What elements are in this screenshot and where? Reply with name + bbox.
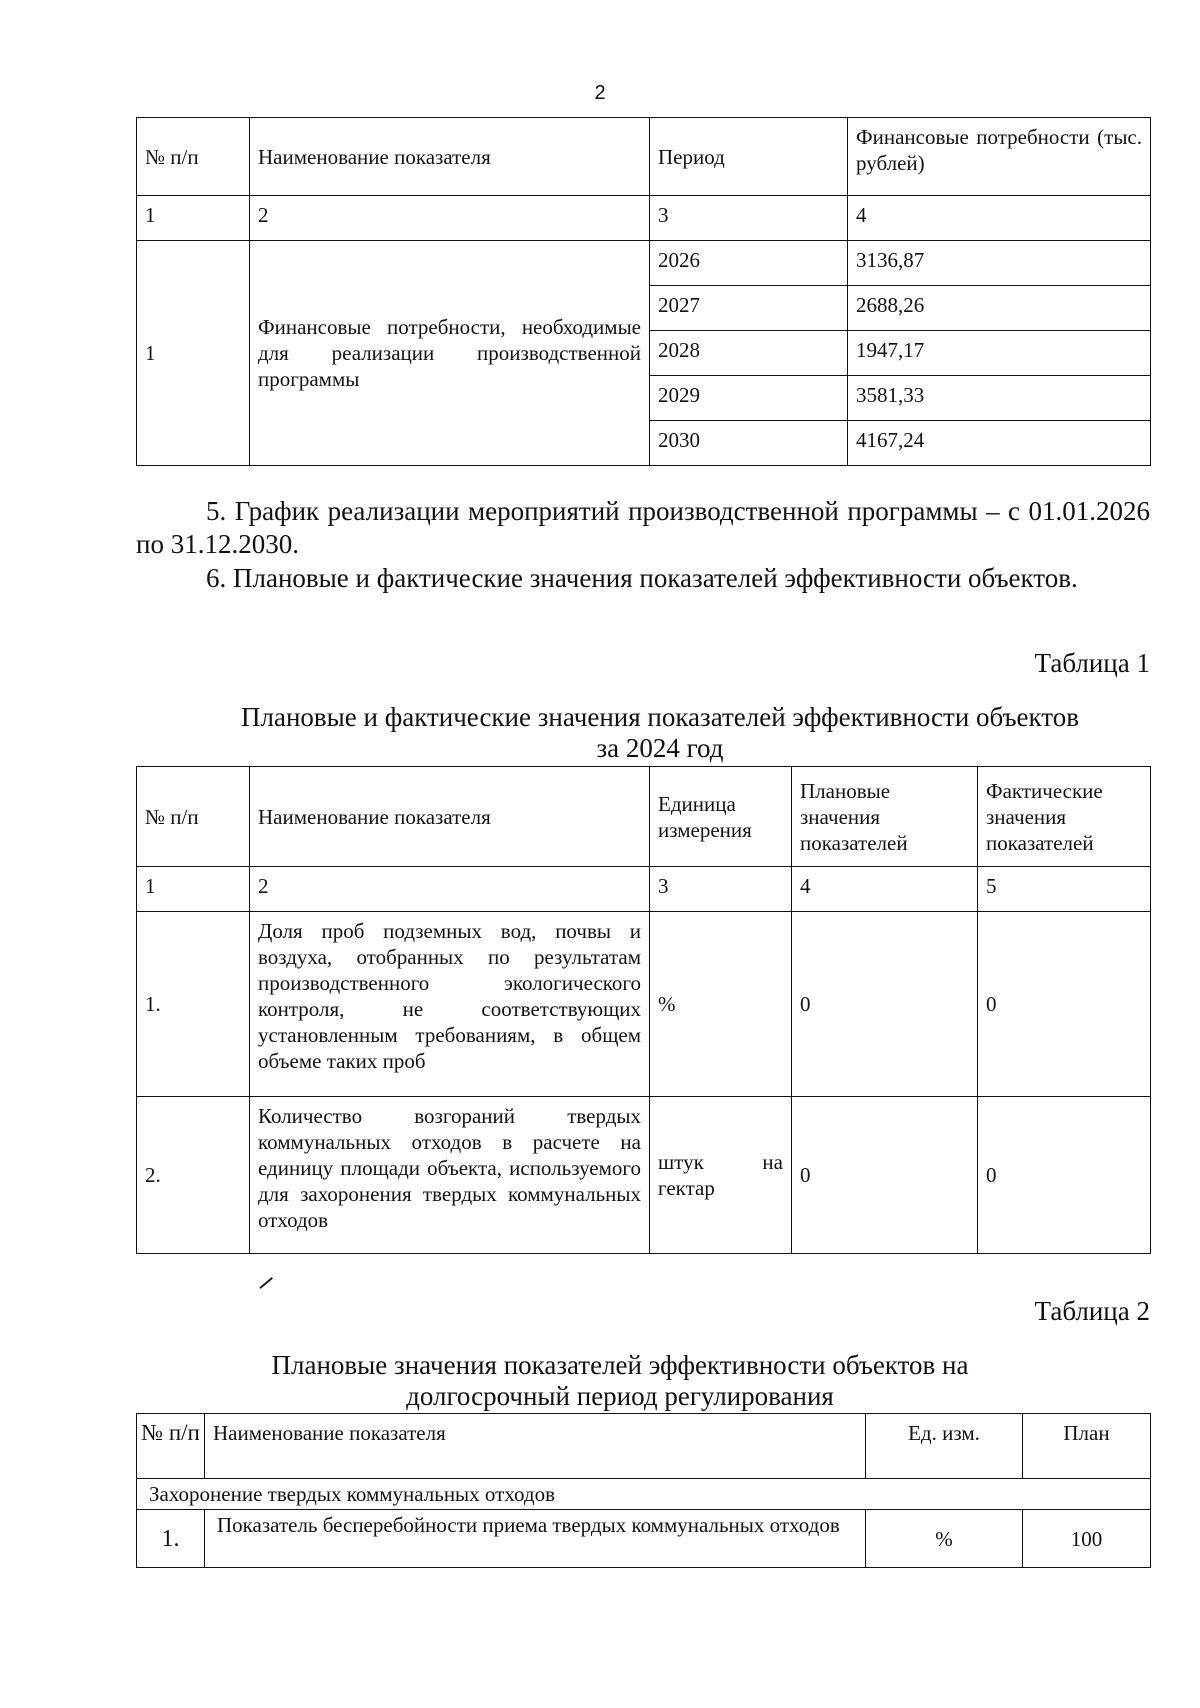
table2-caption-line1: Плановые значения показателей эффективности объектов на bbox=[271, 1350, 969, 1380]
numbering-cell: 2 bbox=[250, 196, 650, 241]
table1-caption bbox=[200, 702, 1120, 764]
row-num: 1. bbox=[137, 1510, 205, 1568]
header-financial-needs: Финансовые потребности (тыс. рублей) bbox=[848, 118, 1151, 196]
row-fact: 0 bbox=[978, 912, 1151, 1097]
numbering-cell: 3 bbox=[650, 867, 792, 912]
header-name: Наименование показателя bbox=[250, 118, 650, 196]
numbering-cell: 3 bbox=[650, 196, 848, 241]
row-plan: 0 bbox=[792, 912, 978, 1097]
row-name: Финансовые потребности, необходимые для реализации производственной программы bbox=[250, 241, 650, 466]
value-cell: 3136,87 bbox=[848, 241, 1151, 286]
header-num: № п/п bbox=[137, 767, 250, 867]
header-num: № п/п bbox=[137, 1414, 205, 1479]
row-plan: 100 bbox=[1023, 1510, 1151, 1568]
row-name: Количество возгораний твердых коммунальных отходов в расчете на единицу площади объекта, используемого для захоронения твердых коммунальных отходов bbox=[250, 1097, 650, 1254]
header-num: № п/п bbox=[137, 118, 250, 196]
row-unit: штук на гектар bbox=[650, 1097, 792, 1254]
row-unit: % bbox=[866, 1510, 1023, 1568]
numbering-cell: 1 bbox=[137, 867, 250, 912]
header-unit: Единица измерения bbox=[650, 767, 792, 867]
header-plan: Плановые значения показателей bbox=[792, 767, 978, 867]
table1-caption-line1: Плановые и фактические значения показателей эффективности объектов bbox=[241, 702, 1079, 732]
table2-caption-line2: долгосрочный период регулирования bbox=[406, 1381, 834, 1411]
page-number: 2 bbox=[594, 82, 606, 104]
row-name: Доля проб подземных вод, почвы и воздуха, отобранных по результатам производственного экологического контроля, не соответствующих установленным требованиям, в общем объеме таких проб bbox=[250, 912, 650, 1097]
value-cell: 3581,33 bbox=[848, 376, 1151, 421]
header-name: Наименование показателя bbox=[205, 1414, 866, 1479]
table2-caption bbox=[170, 1350, 1070, 1412]
header-fact: Фактические значения показателей bbox=[978, 767, 1151, 867]
section-heading: Захоронение твердых коммунальных отходов bbox=[137, 1479, 1151, 1510]
row-plan: 0 bbox=[792, 1097, 978, 1254]
numbering-cell: 1 bbox=[137, 196, 250, 241]
table2 bbox=[136, 1413, 1151, 1568]
numbering-cell: 5 bbox=[978, 867, 1151, 912]
period-cell: 2029 bbox=[650, 376, 848, 421]
value-cell: 4167,24 bbox=[848, 421, 1151, 466]
paragraph-indicators: 6. Плановые и фактические значения показателей эффективности объектов. bbox=[206, 563, 1078, 593]
financial-needs-table bbox=[136, 117, 1151, 466]
header-plan: План bbox=[1023, 1414, 1151, 1479]
table1-label: Таблица 1 bbox=[1034, 648, 1150, 678]
numbering-cell: 4 bbox=[792, 867, 978, 912]
period-cell: 2027 bbox=[650, 286, 848, 331]
row-num: 1 bbox=[137, 241, 250, 466]
header-name: Наименование показателя bbox=[250, 767, 650, 867]
row-num: 1. bbox=[137, 912, 250, 1097]
pen-mark bbox=[259, 1277, 272, 1288]
row-fact: 0 bbox=[978, 1097, 1151, 1254]
row-name: Показатель бесперебойности приема твердых коммунальных отходов bbox=[205, 1510, 866, 1568]
table1 bbox=[136, 766, 1151, 1254]
period-cell: 2030 bbox=[650, 421, 848, 466]
row-num: 2. bbox=[137, 1097, 250, 1254]
table2-label: Таблица 2 bbox=[1034, 1296, 1150, 1326]
period-cell: 2028 bbox=[650, 331, 848, 376]
header-period: Период bbox=[650, 118, 848, 196]
row-unit: % bbox=[650, 912, 792, 1097]
paragraph-schedule: 5. График реализации мероприятий производственной программы – с 01.01.2026 по 31.12.2030. bbox=[136, 496, 1150, 559]
value-cell: 2688,26 bbox=[848, 286, 1151, 331]
numbering-cell: 4 bbox=[848, 196, 1151, 241]
period-cell: 2026 bbox=[650, 241, 848, 286]
header-unit: Ед. изм. bbox=[866, 1414, 1023, 1479]
value-cell: 1947,17 bbox=[848, 331, 1151, 376]
numbering-cell: 2 bbox=[250, 867, 650, 912]
table1-caption-line2: за 2024 год bbox=[596, 733, 724, 763]
